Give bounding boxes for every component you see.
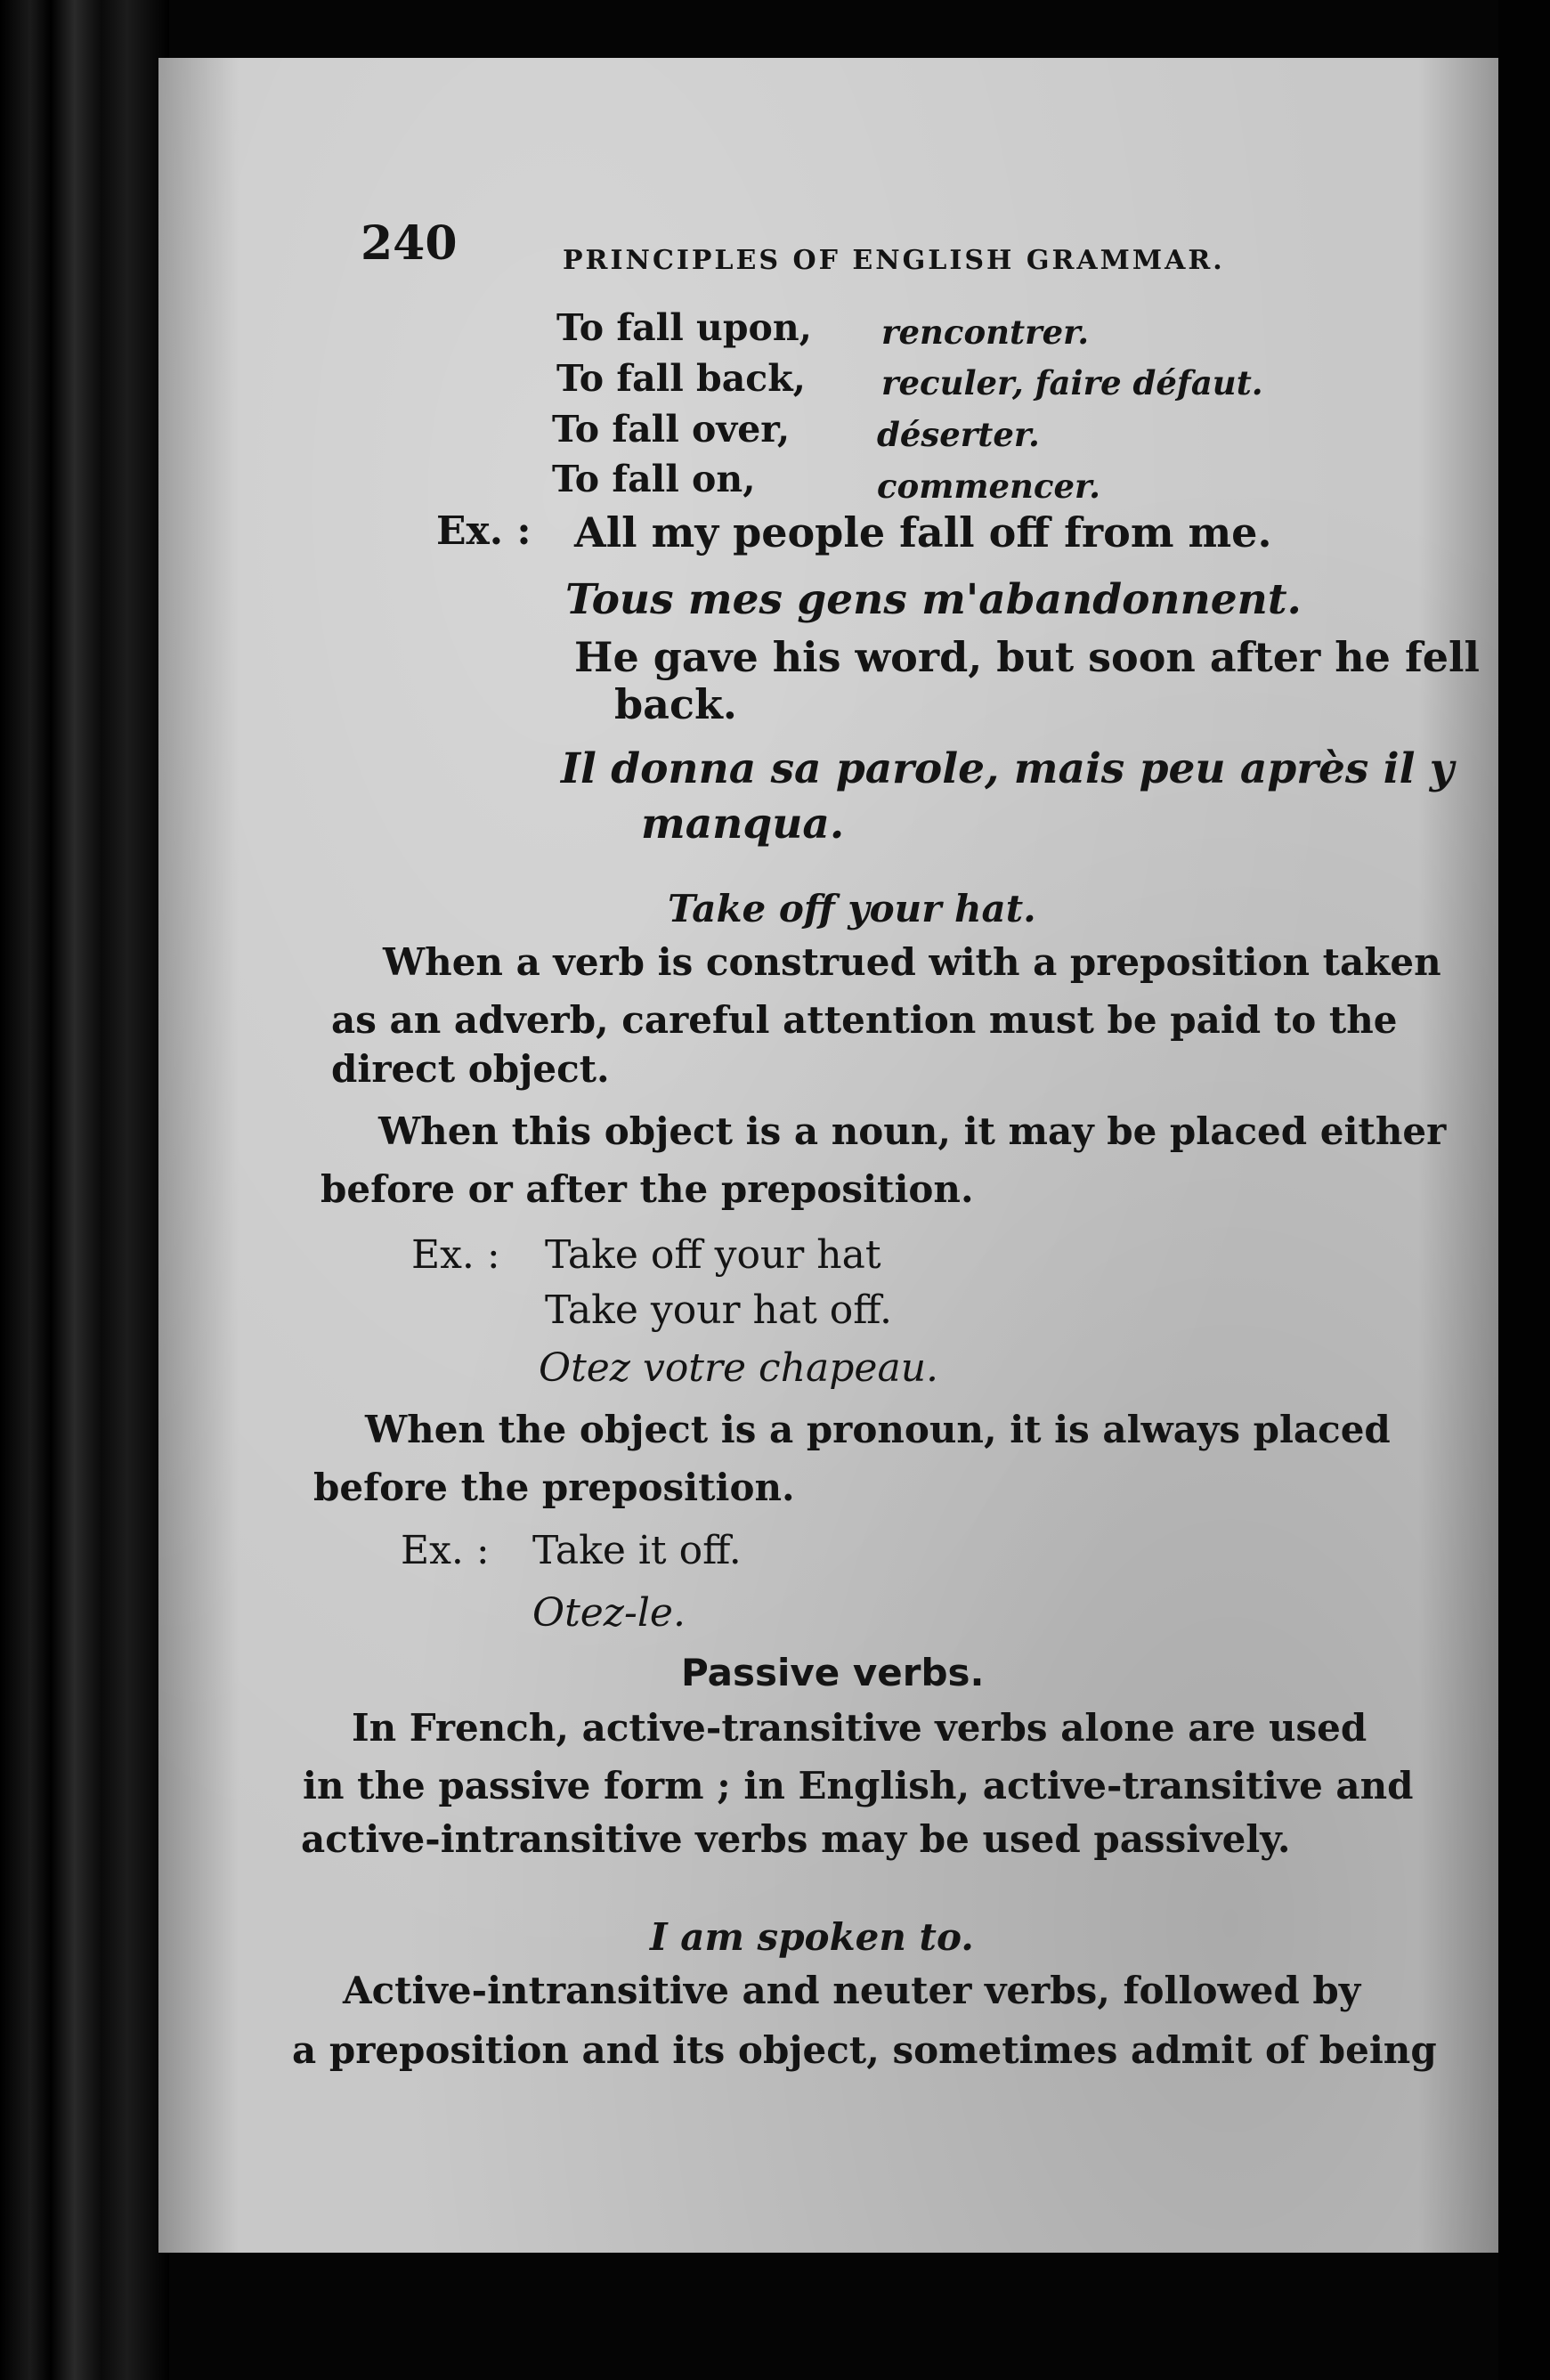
- vocab-fr: rencontrer.: [881, 313, 1090, 352]
- body-line: active-intransitive verbs may be used passively.: [301, 1817, 1291, 1861]
- body-line: When a verb is construed with a preposition taken: [383, 940, 1441, 984]
- section-heading: Take off your hat.: [668, 887, 1036, 930]
- example-translation: Tous mes gens m'abandonnent.: [565, 575, 1302, 624]
- example-label: Ex. :: [411, 1232, 500, 1278]
- vocab-fr: déserter.: [877, 415, 1040, 454]
- vocab-fr: commencer.: [877, 467, 1100, 506]
- body-line: In French, active-transitive verbs alone are used: [352, 1706, 1367, 1750]
- example-label: Ex. :: [401, 1528, 490, 1573]
- example-line: Take off your hat: [545, 1232, 881, 1278]
- example-line: back.: [614, 680, 737, 728]
- body-line: direct object.: [331, 1047, 610, 1091]
- body-line: before or after the preposition.: [321, 1167, 974, 1211]
- running-title: PRINCIPLES OF ENGLISH GRAMMAR.: [563, 245, 1225, 276]
- example-translation: Otez-le.: [532, 1590, 686, 1636]
- example-line: All my people fall off from me.: [574, 508, 1272, 556]
- example-line: Take your hat off.: [545, 1287, 892, 1333]
- vocab-en: To fall back,: [556, 357, 806, 400]
- body-line: in the passive form ; in English, active-transitive and: [303, 1764, 1414, 1807]
- body-line: When the object is a pronoun, it is always placed: [365, 1408, 1391, 1451]
- example-line: Take it off.: [532, 1528, 742, 1573]
- example-line: He gave his word, but soon after he fell: [574, 633, 1480, 681]
- body-line: before the preposition.: [313, 1466, 795, 1509]
- vocab-en: To fall upon,: [556, 306, 812, 349]
- example-label: Ex. :: [436, 508, 532, 554]
- section-heading: Passive verbs.: [681, 1651, 985, 1694]
- example-translation: Il donna sa parole, mais peu après il y: [561, 744, 1455, 793]
- vocab-en: To fall over,: [552, 408, 791, 451]
- body-line: When this object is a noun, it may be placed either: [378, 1109, 1447, 1153]
- vocab-en: To fall on,: [552, 458, 756, 500]
- book-binding-edge: [0, 0, 169, 2380]
- body-line: Active-intransitive and neuter verbs, followed by: [343, 1969, 1361, 2012]
- example-translation: Otez votre chapeau.: [539, 1345, 939, 1391]
- section-heading: I am spoken to.: [650, 1915, 974, 1959]
- body-line: a preposition and its object, sometimes admit of being: [292, 2028, 1437, 2072]
- body-line: as an adverb, careful attention must be paid to the: [331, 998, 1398, 1042]
- page-number: 240: [361, 216, 458, 271]
- example-translation: manqua.: [641, 800, 845, 849]
- vocab-fr: reculer, faire défaut.: [881, 363, 1263, 402]
- facing-page-edge: [1498, 0, 1550, 2380]
